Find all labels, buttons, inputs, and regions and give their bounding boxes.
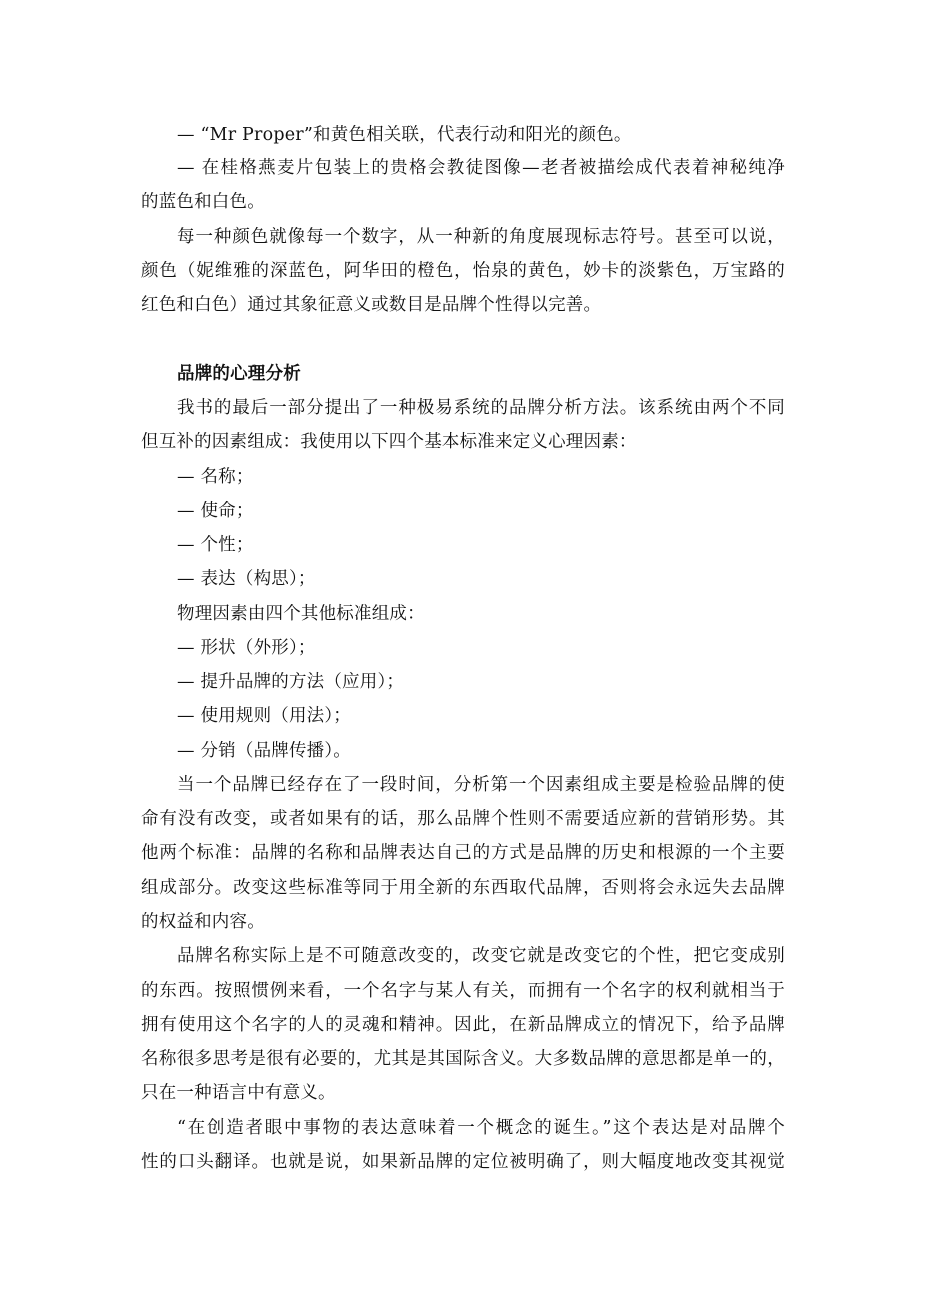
paragraph-line: 当一个品牌已经存在了一段时间，分析第一个因素组成主要是检验品牌的使	[177, 775, 785, 795]
list-item: — 表达（构思）；	[177, 569, 316, 589]
paragraph-line: 组成部分。改变这些标准等同于用全新的东西取代品牌，否则将会永远失去品牌	[141, 878, 785, 898]
list-item: — 使命；	[177, 501, 254, 521]
paragraph-line: 的东西。按照惯例来看，一个名字与某人有关，而拥有一个名字的权利就相当于	[141, 981, 785, 1001]
paragraph-line: 名称很多思考是很有必要的，尤其是其国际含义。大多数品牌的意思都是单一的，	[141, 1049, 785, 1069]
text-line: 物理因素由四个其他标准组成：	[177, 604, 425, 624]
paragraph-line: 命有没有改变，或者如果有的话，那么品牌个性则不需要适应新的营销形势。其	[141, 809, 785, 829]
text-line: 的蓝色和白色。	[141, 192, 265, 212]
paragraph-line: 每一种颜色就像每一个数字，从一种新的角度展现标志符号。甚至可以说，	[177, 227, 785, 247]
bullet-line-quaker: — 在桂格燕麦片包装上的贵格会教徒图像—老者被描绘成代表着神秘纯净	[177, 158, 785, 178]
list-item: — 使用规则（用法）；	[177, 706, 352, 726]
paragraph-line: 的权益和内容。	[141, 912, 265, 932]
paragraph-line: 我书的最后一部分提出了一种极易系统的品牌分析方法。该系统由两个不同	[177, 398, 785, 418]
paragraph-line: 拥有使用这个名字的人的灵魂和精神。因此，在新品牌成立的情况下，给予品牌	[141, 1015, 785, 1035]
section-heading: 品牌的心理分析	[177, 364, 301, 384]
list-item: — 形状（外形）；	[177, 638, 316, 658]
list-item: — 个性；	[177, 535, 254, 555]
paragraph-line: 只在一种语言中有意义。	[141, 1083, 336, 1103]
paragraph-line: 他两个标准：品牌的名称和品牌表达自己的方式是品牌的历史和根源的一个主要	[141, 843, 785, 863]
paragraph-line: 性的口头翻译。也就是说，如果新品牌的定位被明确了，则大幅度地改变其视觉	[141, 1152, 785, 1172]
list-item: — 提升品牌的方法（应用）；	[177, 672, 405, 692]
paragraph-line: 颜色（妮维雅的深蓝色，阿华田的橙色，怡泉的黄色，妙卡的淡紫色，万宝路的	[141, 261, 785, 281]
list-item: — 分销（品牌传播）。	[177, 741, 352, 761]
list-item: — 名称；	[177, 467, 254, 487]
paragraph-line: “在创造者眼中事物的表达意味着一个概念的诞生。”这个表达是对品牌个	[177, 1118, 785, 1138]
bullet-line-mr-proper: — “Mr Proper”和黄色相关联，代表行动和阳光的颜色。	[177, 125, 632, 145]
paragraph-line: 红色和白色）通过其象征意义或数目是品牌个性得以完善。	[141, 295, 602, 315]
paragraph-line: 但互补的因素组成：我使用以下四个基本标准来定义心理因素：	[141, 432, 637, 452]
paragraph-line: 品牌名称实际上是不可随意改变的，改变它就是改变它的个性，把它变成别	[177, 946, 785, 966]
